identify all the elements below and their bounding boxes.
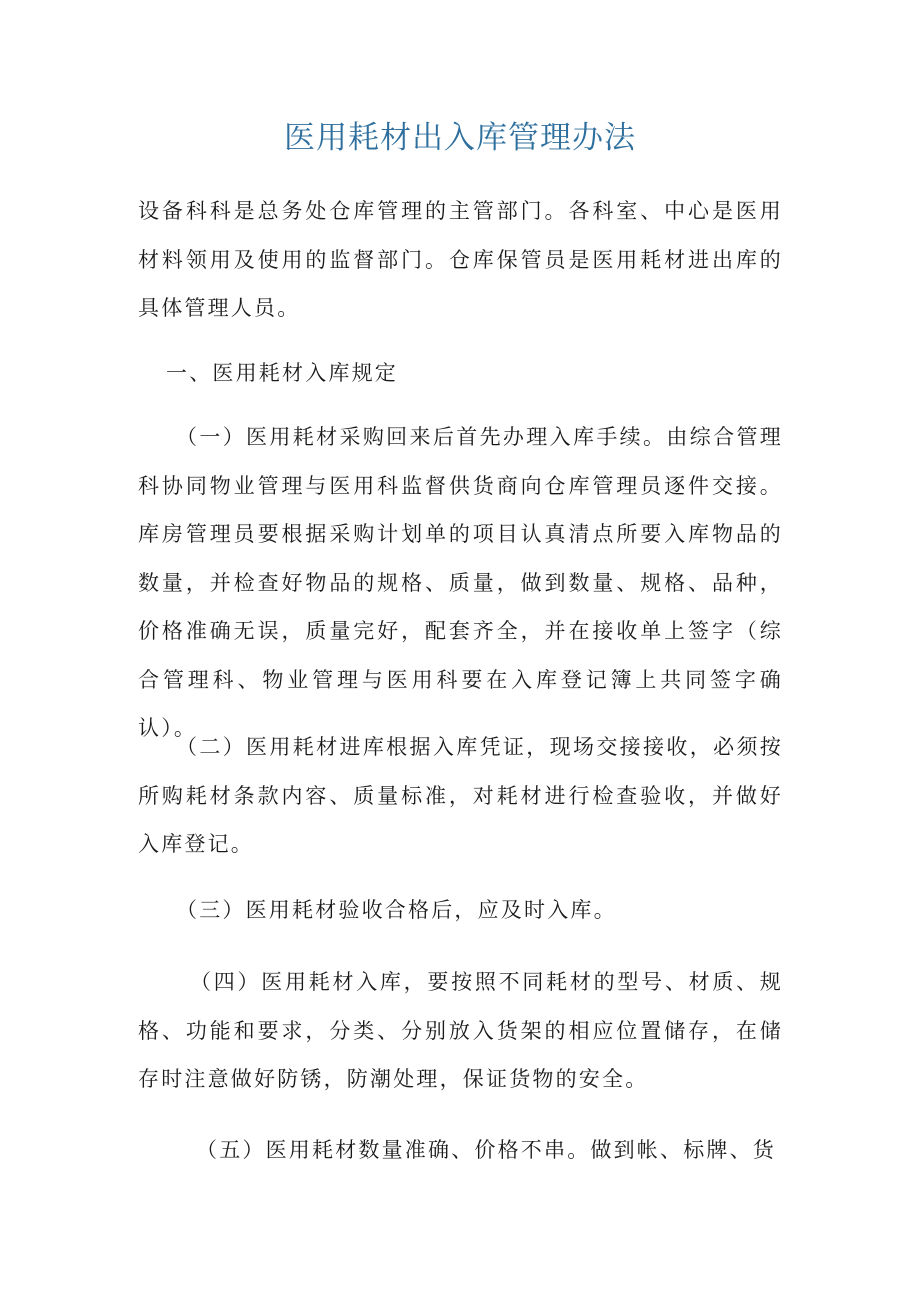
section-heading [138, 349, 783, 398]
document-title: 医用耗材出入库管理办法 [284, 120, 636, 156]
clause-2: （二）医用耗材进库根据入库凭证，现场交接接收，必须按所购耗材条款内容、质量标准，对耗材进行检查验收，并做好入库登记。 [138, 735, 783, 856]
clause-4: （四）医用耗材入库，要按照不同耗材的型号、材质、规格、功能和要求，分类、分别放入货架的相应位置储存，在储存时注意做好防锈，防潮处理，保证货物的安全。 [138, 970, 783, 1091]
clause-3: （三）医用耗材验收合格后，应及时入库。 [176, 898, 617, 922]
section-heading-text: 一、医用耗材入库规定 [166, 361, 398, 385]
clause-5: （五）医用耗材数量准确、价格不串。做到帐、标牌、货 [196, 1138, 776, 1162]
clause-1: （一）医用耗材采购回来后首先办理入库手续。由综合管理科协同物业管理与医用科监督供货商向仓库管理员逐件交接。库房管理员要根据采购计划单的项目认真清点所要入库物品的数量，并检查好物品的规格、质量，做到数量、规格、品种，价格准确无误，质量完好，配套齐全，并在接收单上签字（综合管理科、物业管理与医用科要在入库登记簿上共同签字确认）。 [138, 425, 783, 740]
intro-paragraph: 设备科科是总务处仓库管理的主管部门。各科室、中心是医用材料领用及使用的监督部门。仓库保管员是医用耗材进出库的具体管理人员。 [138, 199, 783, 320]
